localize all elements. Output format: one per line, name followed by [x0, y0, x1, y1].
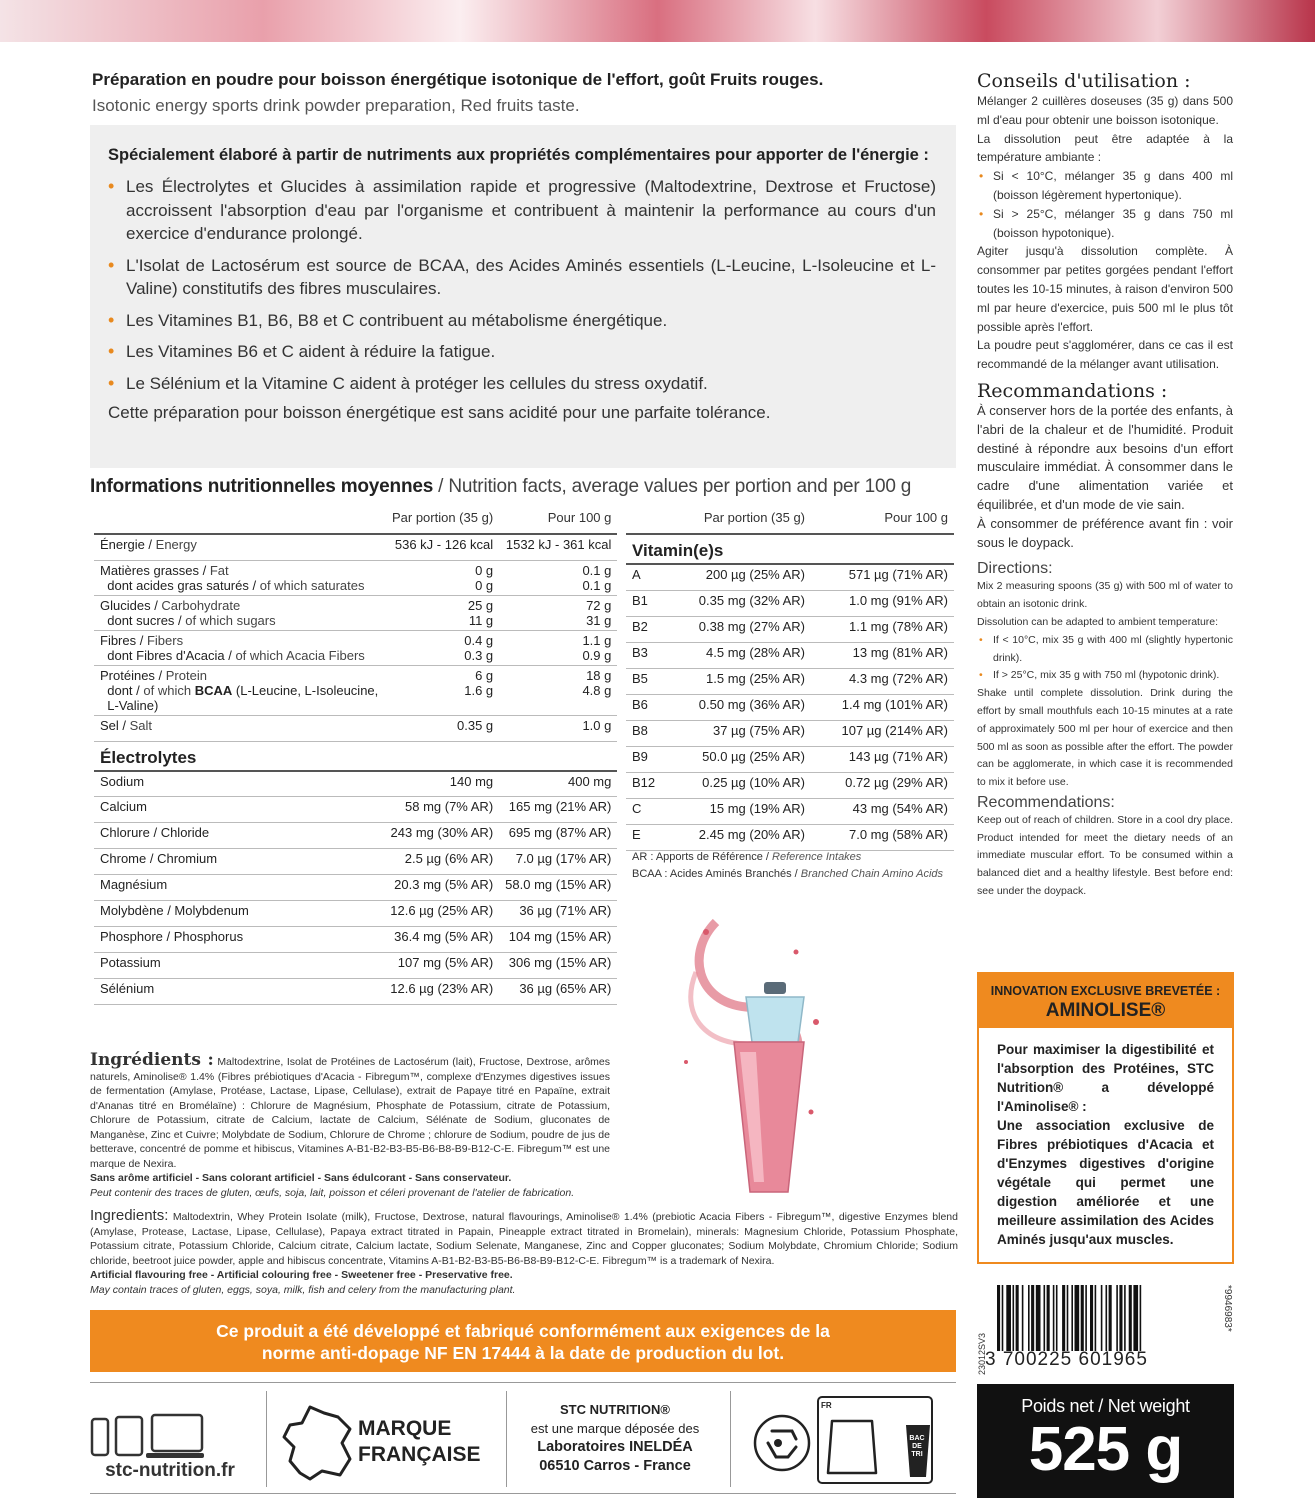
table-header-row	[626, 508, 954, 534]
barcode-bar	[1090, 1285, 1093, 1351]
net-weight-box	[977, 1384, 1234, 1498]
col-100g-header: Pour 100 g	[499, 508, 617, 534]
usage-title-fr: Conseils d'utilisation :	[977, 70, 1191, 92]
table-row: Molybdène / Molybdenum 12.6 µg (25% AR) 36 µg (71% AR)	[94, 901, 617, 927]
reco-title-en: Recommendations:	[977, 793, 1115, 811]
french-brand-label: MARQUE FRANÇAISE	[358, 1417, 481, 1466]
vitamins-title: Vitamin(e)s	[626, 534, 954, 564]
splash-drop	[813, 1019, 819, 1025]
barcode-bar	[1109, 1285, 1112, 1351]
benefit-item: • L'Isolat de Lactosérum est source de BCAA, des Acides Aminés essentiels (L-Leucine, L-Isoleucine et L-Valine) constitutifs des fibres musculaires.	[108, 254, 936, 301]
footer-divider	[506, 1391, 507, 1487]
table-row: A 200 µg (25% AR) 571 µg (71% AR)	[626, 564, 954, 590]
fr-mark: FR	[821, 1401, 832, 1410]
col-portion-header: Par portion (35 g)	[384, 508, 499, 534]
table-row: B12 0.25 µg (10% AR) 0.72 µg (29% AR)	[626, 772, 954, 798]
vitamins-table	[626, 508, 954, 851]
list-item: • Si > 25°C, mélanger 35 g dans 750 ml (boisson hypotonique).	[977, 205, 1233, 243]
aminolise-name: AMINOLISE®	[1045, 1000, 1166, 1021]
barcode-bar	[1062, 1285, 1065, 1351]
barcode-bar	[997, 1285, 1000, 1351]
usage-column: Conseils d'utilisation : Mélanger 2 cuillères doseuses (35 g) dans 500 ml d'eau pour obtenir une boisson isotonique. La dissolution peut être adaptée à la température ambiante : • Si < 10°C, mélanger 35 g dans 400 ml (boisson légèrement hypertonique). • Si > 25°C, mélanger 35 g dans 750 ml (boisson hypotonique). Agiter jusqu'à dissolution complète. À consommer par petites gorgées pendant l'effort toutes les 10-15 minutes, à raison d'environ 500 ml par heure d'exercice, puis 500 ml le plus tôt possible après l'effort. La poudre peut s'agglomérer, dans ce cas il est recommandé de la mélanger avant utilisation. Recommandations : À conserver hors de la portée des enfants, à l'abri de la chaleur et de l'humidité. Produit destiné à répondre aux besoins d'un effort musculaire immédiat. À consommer dans le cadre d'une alimentation variée et équilibrée, et d'un mode de vie sain. À consommer de préférence avant fin : voir sous le doypack. Directions: Mix 2 measuring spoons (35 g) with 500 ml of water to obtain an isotonic drink. Dissolution can be adapted to ambient temperature: • If < 10°C, mix 35 g with 400 ml (slightly hypertonic drink). • If > 25°C, mix 35 g with 750 ml (hypotonic drink). Shake until complete dissolution. Drink during the effort by small mouthfuls each 10-15 minutes at a rate of approximately 500 ml per hour of exercice and then 500 ml as soon as possible after the effort. The powder can be agglomerate, in which case it is recommended to mix it before use. Recommendations: Keep out of reach of children. Store in a cool dry place. Product intended for meet the dietary needs of an immediate muscular effort. To be consumed within a balanced diet and a healthy lifestyle. Best before end: see under the doypack.	[977, 70, 1233, 901]
bin-label: BAC DE TRI	[909, 1435, 925, 1458]
barcode-bar	[1044, 1285, 1046, 1351]
footer-divider	[730, 1391, 731, 1487]
reco-title-fr: Recommandations :	[977, 379, 1168, 402]
list-item: • Si < 10°C, mélanger 35 g dans 400 ml (boisson légèrement hypertonique).	[977, 167, 1233, 205]
table-header-row	[94, 508, 617, 534]
barcode-bar	[1013, 1285, 1015, 1351]
table-row: Glucides / Carbohydrate dont sucres / of which sugars 25 g 11 g 72 g 31 g	[94, 595, 617, 630]
barcode-bar	[1133, 1285, 1138, 1351]
ingredients-fr-traces: Peut contenir des traces de gluten, œufs, soja, lait, poisson et céleri provenant de l'atelier de fabrication.	[90, 1186, 575, 1199]
vitamins-section-row	[626, 534, 954, 564]
benefit-item: • Les Électrolytes et Glucides à assimilation rapide et progressive (Maltodextrine, Dextrose et Fructose) accroissent l'absorption d'eau par l'organisme et contribuent à maintenir la performance au cours d'un exercice d'endurance prolongé.	[108, 175, 936, 246]
barcode-bar	[1085, 1285, 1087, 1351]
splash-drop	[703, 929, 709, 935]
nutrition-title	[90, 476, 911, 498]
electrolytes-section-row	[94, 741, 617, 771]
barcode-digits: 3 700225 601965	[985, 1349, 1148, 1370]
ingredients-en-text: Maltodextrin, Whey Protein Isolate (milk), Fructose, Dextrose, natural flavourings, Aminolise® 1.4% (prebiotic Acacia Fibers - Fibregum™, digestive Enzymes blend (Amylase, Protease, Lactase, Lipase, Cellulase), Papaya extract titrated in Papain, Pineapple extract titrated in Bromelain), minerals: Magnesium Chloride, Potassium Phosphate, Potassium citrate, Potassium Chloride, Calcium citrate, Calcium lactate, Sodium Selenate, Manganese, Zinc and Copper gluconates; Sodium Molybdate, Chromium Chloride; Sodium chloride, beetroot juice powder, apple and hibiscus concentrate, Vitamins A-B1-B2-B3-B5-B6-B8-B9-B12-C-E. Fibregum™ is a trademark of Nexira.	[90, 1211, 958, 1267]
sorting-info-icon	[816, 1395, 956, 1487]
barcode-bar	[1047, 1285, 1050, 1351]
benefits-heading: Spécialement élaboré à partir de nutriments aux propriétés complémentaires pour apporter de l'énergie :	[108, 146, 929, 164]
table-row: Sel / Salt 0.35 g 1.0 g	[94, 715, 617, 741]
aminolise-header	[979, 974, 1232, 1028]
barcode-bar	[1124, 1285, 1126, 1351]
usage-list-fr	[977, 167, 1233, 242]
product-title-en: Isotonic energy sports drink powder preparation, Red fruits taste.	[92, 96, 580, 115]
barcode-side-code: *9946983*	[1222, 1285, 1233, 1332]
table-row: Protéines / Protein dont / of which BCAA (L-Leucine, L-Isoleucine, L-Valine) 6 g 1.6 g 18 g 4.8 g	[94, 665, 617, 715]
stc-company-info: STC NUTRITION® est une marque déposée des Laboratoires INELDÉA 06510 Carros - France	[530, 1402, 700, 1474]
anti-doping-banner	[90, 1310, 956, 1372]
net-weight-label: Poids net / Net weight	[1021, 1396, 1190, 1416]
barcode-bar	[1106, 1285, 1108, 1351]
directions-title-en: Directions:	[977, 560, 1053, 578]
barcode-bar	[1129, 1285, 1132, 1351]
table-row: Sélénium 12.6 µg (23% AR) 36 µg (65% AR)	[94, 979, 617, 1005]
barcode-bar	[1022, 1285, 1024, 1351]
splash-drop	[794, 950, 799, 955]
aminolise-body: Pour maximiser la digestibilité et l'absorption des Protéines, STC Nutrition® a développé l'Aminolise® : Une association exclusive de Fibres prébiotiques d'Acacia et d'Enzymes digestives d'origine végétale qui permet une digestion améliorée et une meilleure assimilation des Acides Aminés jusqu'aux muscles.	[997, 1042, 1214, 1247]
shaker-lid	[746, 997, 804, 1042]
electrolytes-title: Électrolytes	[94, 741, 617, 771]
table-row: C 15 mg (19% AR) 43 mg (54% AR)	[626, 798, 954, 824]
innovation-label: INNOVATION EXCLUSIVE BREVETÉE :	[990, 984, 1221, 998]
table-row: B1 0.35 mg (32% AR) 1.0 mg (91% AR)	[626, 590, 954, 616]
ingredients-fr-label: Ingrédients :	[90, 1050, 214, 1070]
barcode-bar	[1075, 1285, 1080, 1351]
table-row: Chrome / Chromium 2.5 µg (6% AR) 7.0 µg (17% AR)	[94, 849, 617, 875]
shaker-splash-illustration	[676, 912, 826, 1197]
france-map-icon	[280, 1403, 355, 1483]
benefit-item: • Les Vitamines B6 et C aident à réduire la fatigue.	[108, 340, 936, 364]
benefits-list	[108, 175, 936, 395]
table-row: B6 0.50 mg (36% AR) 1.4 mg (101% AR)	[626, 694, 954, 720]
shaker-cap-top	[764, 982, 786, 994]
barcode-bar	[1101, 1285, 1103, 1351]
banner-line-1: Ce produit a été développé et fabriqué conformément aux exigences de la	[216, 1321, 830, 1341]
usage-list-en	[977, 632, 1233, 685]
nutrition-title-fr: Informations nutritionnelles moyennes	[90, 476, 434, 497]
nutrition-title-en: Nutrition facts, average values per portion and per 100 g	[448, 476, 912, 497]
table-row: Potassium 107 mg (5% AR) 306 mg (15% AR)	[94, 953, 617, 979]
barcode-bar	[1081, 1285, 1084, 1351]
list-item: • If < 10°C, mix 35 g with 400 ml (slightly hypertonic drink).	[977, 632, 1233, 668]
website-link[interactable]: stc-nutrition.fr	[105, 1460, 235, 1481]
nutrition-title-sep: /	[433, 476, 449, 497]
triman-recycling-icon	[752, 1413, 812, 1473]
table-row: Fibres / Fibers dont Fibres d'Acacia / of which Acacia Fibers 0.4 g 0.3 g 1.1 g 0.9 g	[94, 630, 617, 665]
table-row: Phosphore / Phosphorus 36.4 mg (5% AR) 104 mg (15% AR)	[94, 927, 617, 953]
net-weight-value: 525 g	[1028, 1415, 1183, 1484]
barcode-bar	[1095, 1285, 1097, 1351]
list-item: • If > 25°C, mix 35 g with 750 ml (hypotonic drink).	[977, 667, 1233, 685]
table-row: Calcium 58 mg (7% AR) 165 mg (21% AR)	[94, 797, 617, 823]
barcode-bar	[1071, 1285, 1073, 1351]
barcode-bar	[1067, 1285, 1069, 1351]
splash-drop	[684, 1060, 688, 1064]
table-row: B5 1.5 mg (25% AR) 4.3 mg (72% AR)	[626, 668, 954, 694]
nutrition-table	[94, 508, 617, 1005]
benefits-panel	[90, 125, 956, 468]
table-row: B2 0.38 mg (27% AR) 1.1 mg (78% AR)	[626, 616, 954, 642]
splash-drop	[809, 1110, 814, 1115]
table-row: E 2.45 mg (20% AR) 7.0 mg (58% AR)	[626, 824, 954, 850]
barcode	[977, 1283, 1234, 1378]
product-title-fr: Préparation en poudre pour boisson énergétique isotonique de l'effort, goût Fruits rouges.	[92, 70, 824, 89]
table-row: Sodium 140 mg 400 mg	[94, 771, 617, 797]
table-row: Énergie / Energy 536 kJ - 126 kcal 1532 kJ - 361 kcal	[94, 534, 617, 560]
col-portion-header: Par portion (35 g)	[668, 508, 811, 534]
barcode-bar	[1031, 1285, 1034, 1351]
ingredients-fr-free: Sans arôme artificiel - Sans colorant artificiel - Sans édulcorant - Sans conservateur.	[90, 1172, 512, 1184]
table-row: B8 37 µg (75% AR) 107 µg (214% AR)	[626, 720, 954, 746]
barcode-bar	[1140, 1285, 1142, 1351]
banner-line-2: norme anti-dopage NF EN 17444 à la date de production du lot.	[261, 1343, 785, 1363]
table-row: Matières grasses / Fat dont acides gras saturés / of which saturates 0 g 0 g 0.1 g 0.1 g	[94, 560, 617, 595]
table-row: Chlorure / Chloride 243 mg (30% AR) 695 mg (87% AR)	[94, 823, 617, 849]
barcode-bar	[1036, 1285, 1041, 1351]
benefit-item: • Les Vitamines B1, B6, B8 et C contribuent au métabolisme énergétique.	[108, 309, 936, 333]
ingredients-en-label: Ingredients:	[90, 1207, 169, 1224]
benefit-item: • Le Sélénium et la Vitamine C aident à protéger les cellules du stress oxydatif.	[108, 372, 936, 396]
barcode-bar	[1056, 1285, 1058, 1351]
aminolise-box	[977, 972, 1234, 1264]
col-100g-header: Pour 100 g	[811, 508, 954, 534]
ingredients-en	[90, 1209, 958, 1297]
lot-code: 23012SV3	[977, 1332, 987, 1375]
barcode-bar	[1116, 1285, 1118, 1351]
table-row: B9 50.0 µg (25% AR) 143 µg (71% AR)	[626, 746, 954, 772]
barcode-bar	[1016, 1285, 1019, 1351]
red-fruit-splash-header	[0, 0, 1315, 42]
barcode-bar	[1028, 1285, 1030, 1351]
reference-notes: AR : Apports de Référence / Reference Intakes BCAA : Acides Aminés Branchés / Branched Chain Amino Acids	[632, 851, 944, 880]
barcode-bar	[1119, 1285, 1122, 1351]
benefits-footer: Cette préparation pour boisson énergétique est sans acidité pour une parfaite tolérance.	[108, 403, 771, 422]
ingredients-en-free: Artificial flavouring free - Artificial colouring free - Sweetener free - Preservative free.	[90, 1269, 513, 1281]
table-row: B3 4.5 mg (28% AR) 13 mg (81% AR)	[626, 642, 954, 668]
ingredients-fr	[90, 1050, 610, 1200]
table-row: Magnésium 20.3 mg (5% AR) 58.0 mg (15% AR)	[94, 875, 617, 901]
devices-icon	[90, 1413, 205, 1461]
barcode-bar	[1006, 1285, 1011, 1351]
barcode-bars	[997, 1285, 1202, 1351]
barcode-bar	[1002, 1285, 1004, 1351]
footer-divider	[266, 1391, 267, 1487]
barcode-bar	[1053, 1285, 1055, 1351]
ingredients-en-traces: May contain traces of gluten, eggs, soya, milk, fish and celery from the manufacturing plant.	[90, 1283, 516, 1296]
ingredients-fr-text: Maltodextrine, Isolat de Protéines de Lactosérum (lait), Fructose, Dextrose, arômes naturels, Aminolise® 1.4% (Fibres prébiotiques d'Acacia - Fibregum™, complexe d'Enzymes digestives issues de fermentation (Amylase, Protéase, Lactase, Lipase, Cellulase), extrait de Papaye titré en Papaïne, extrait d'Ananas titré en Bromélaïne) : Chlorure de Magnésium, Phosphate de Potassium, citrate de Potassium, Chlorure de Potassium, citrate de Calcium, lactate de Calcium, Sélénate de Sodium, gluconates de Manganèse, Zinc et Cuivre; Molybdate de Sodium, Chlorure de Chrome ; chlorure de Sodium, poudre de jus de betterave, concentré de pomme et hibiscus, Vitamines A-B1-B2-B3-B5-B6-B8-B9-B12-C-E. Fibregum™ est une marque de Nexira.	[90, 1056, 610, 1170]
